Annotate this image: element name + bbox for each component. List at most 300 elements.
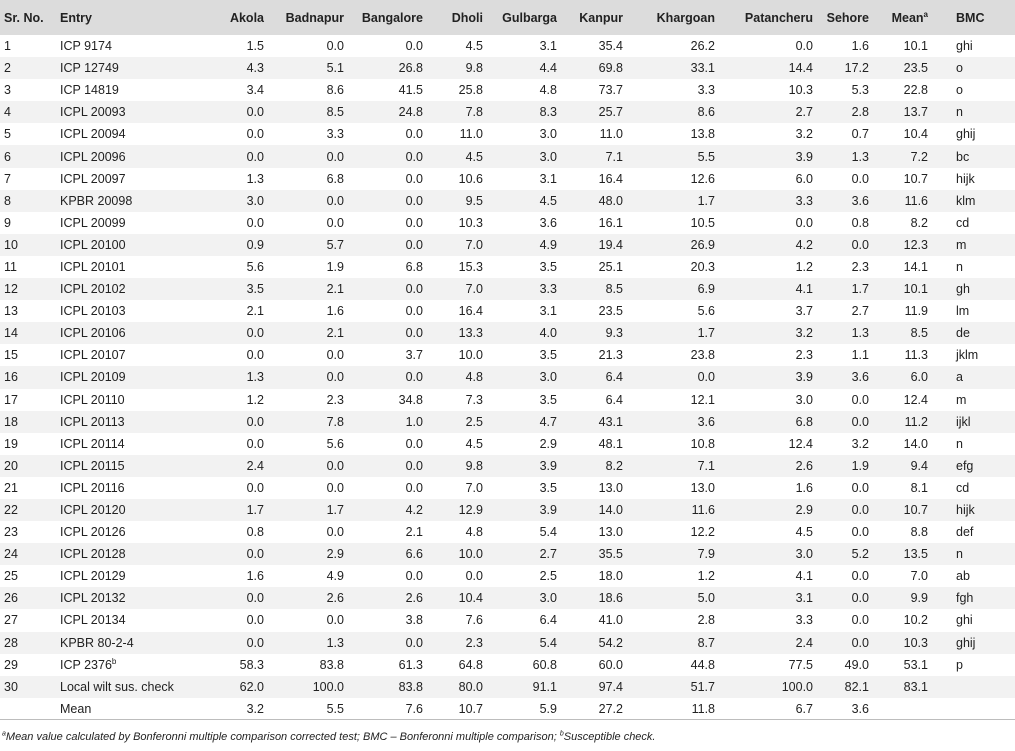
cell-badnapur: 2.3 bbox=[326, 392, 344, 407]
cell-bmc: p bbox=[956, 657, 963, 672]
cell-sr: 29 bbox=[4, 657, 18, 672]
cell-gulbarga: 3.1 bbox=[539, 171, 557, 186]
cell-sr: 18 bbox=[4, 414, 18, 429]
cell-akola: 0.0 bbox=[246, 215, 264, 230]
cell-dholi: 7.0 bbox=[465, 282, 483, 297]
cell-sehore: 5.2 bbox=[851, 547, 869, 562]
col-header-entry: Entry bbox=[60, 10, 92, 25]
cell-sr: 20 bbox=[4, 458, 18, 473]
cell-dholi: 4.8 bbox=[465, 370, 483, 385]
col-header-patancheru: Patancheru bbox=[744, 10, 813, 25]
cell-sr: 6 bbox=[4, 149, 11, 164]
cell-badnapur: 1.3 bbox=[326, 635, 344, 650]
cell-sr: 17 bbox=[4, 392, 18, 407]
cell-khargoan: 6.9 bbox=[697, 282, 715, 297]
cell-badnapur: 3.3 bbox=[326, 127, 344, 142]
cell-mean: 23.5 bbox=[903, 61, 928, 76]
cell-dholi: 2.3 bbox=[465, 635, 483, 650]
cell-patancheru: 4.1 bbox=[795, 569, 813, 584]
cell-kanpur: 21.3 bbox=[598, 348, 623, 363]
cell-bmc: bc bbox=[956, 149, 970, 164]
cell-patancheru: 2.9 bbox=[795, 503, 813, 518]
cell-mean: 7.0 bbox=[910, 569, 928, 584]
cell-akola: 0.0 bbox=[246, 613, 264, 628]
cell-sehore: 1.9 bbox=[851, 458, 869, 473]
cell-entry: ICPL 20116 bbox=[60, 480, 125, 495]
cell-khargoan: 5.5 bbox=[697, 149, 715, 164]
cell-bangalore: 0.0 bbox=[405, 370, 423, 385]
table-row bbox=[0, 256, 1015, 278]
cell-sr: 7 bbox=[4, 171, 11, 186]
cell-bmc: n bbox=[956, 105, 963, 120]
cell-dholi: 13.3 bbox=[458, 326, 483, 341]
cell-gulbarga: 3.6 bbox=[539, 215, 557, 230]
col-header-sehore: Sehore bbox=[826, 10, 869, 25]
cell-entry: ICP 14819 bbox=[60, 83, 119, 98]
cell-patancheru: 3.2 bbox=[795, 127, 813, 142]
cell-dholi: 9.8 bbox=[465, 61, 483, 76]
cell-badnapur: 0.0 bbox=[326, 525, 344, 540]
cell-patancheru: 2.7 bbox=[795, 105, 813, 120]
cell-badnapur: 0.0 bbox=[326, 193, 344, 208]
cell-entry: ICPL 20113 bbox=[60, 414, 125, 429]
cell-dholi: 9.8 bbox=[465, 458, 483, 473]
cell-kanpur: 43.1 bbox=[598, 414, 623, 429]
cell-khargoan: 2.8 bbox=[697, 613, 715, 628]
cell-bmc: gh bbox=[956, 282, 970, 297]
cell-sr: 22 bbox=[4, 503, 18, 518]
cell-bmc: hijk bbox=[956, 503, 975, 518]
cell-entry: Mean bbox=[56, 698, 206, 720]
table-row bbox=[0, 632, 1015, 654]
cell-gulbarga: 4.7 bbox=[539, 414, 557, 429]
cell-akola: 1.2 bbox=[246, 392, 264, 407]
cell-patancheru: 3.1 bbox=[795, 591, 813, 606]
col-header-dholi: Dholi bbox=[451, 10, 483, 25]
cell-gulbarga: 8.3 bbox=[539, 105, 557, 120]
cell-sr: 13 bbox=[4, 304, 18, 319]
cell-mean: 22.8 bbox=[903, 83, 928, 98]
cell-sr: 26 bbox=[4, 591, 18, 606]
table-row bbox=[0, 212, 1015, 234]
cell-gulbarga: 3.5 bbox=[539, 259, 557, 274]
cell-kanpur: 69.8 bbox=[598, 61, 623, 76]
cell-bangalore: 34.8 bbox=[398, 392, 423, 407]
cell-khargoan: 8.7 bbox=[697, 635, 715, 650]
table-row bbox=[0, 168, 1015, 190]
cell-mean: 11.6 bbox=[904, 193, 928, 208]
cell-gulbarga: 5.4 bbox=[539, 525, 557, 540]
cell-bangalore: 6.6 bbox=[405, 547, 423, 562]
cell-mean: 6.0 bbox=[910, 370, 928, 385]
cell-mean: 14.1 bbox=[903, 259, 928, 274]
cell-sehore: 0.0 bbox=[851, 635, 869, 650]
cell-bmc: ab bbox=[956, 569, 970, 584]
col-header-kanpur: Kanpur bbox=[579, 10, 623, 25]
cell-mean: 8.5 bbox=[910, 326, 928, 341]
cell-entry: KPBR 80-2-4 bbox=[60, 635, 134, 650]
cell-bmc: ghij bbox=[956, 127, 976, 142]
col-header-badnapur: Badnapur bbox=[285, 10, 344, 25]
table-row bbox=[0, 190, 1015, 212]
cell-entry: ICPL 20115 bbox=[60, 458, 125, 473]
cell-sehore: 3.6 bbox=[851, 193, 869, 208]
cell-badnapur: 0.0 bbox=[326, 149, 344, 164]
cell-sehore: 1.6 bbox=[851, 39, 869, 54]
cell-sehore: 0.0 bbox=[851, 613, 869, 628]
cell-patancheru: 12.4 bbox=[788, 436, 813, 451]
col-header-khargoan: Khargoan bbox=[656, 10, 715, 25]
cell-bangalore: 0.0 bbox=[405, 480, 423, 495]
table-row bbox=[0, 300, 1015, 322]
cell-bmc: m bbox=[956, 392, 967, 407]
cell-patancheru: 4.5 bbox=[795, 525, 813, 540]
cell-kanpur: 23.5 bbox=[598, 304, 623, 319]
cell-entry: ICPL 20134 bbox=[60, 613, 126, 628]
cell-patancheru: 3.9 bbox=[795, 149, 813, 164]
cell-patancheru: 3.3 bbox=[795, 613, 813, 628]
cell-patancheru: 100.0 bbox=[781, 679, 813, 694]
cell-gulbarga: 3.1 bbox=[539, 304, 557, 319]
cell-khargoan: 3.6 bbox=[697, 414, 715, 429]
cell-dholi: 10.0 bbox=[458, 547, 483, 562]
table-row bbox=[0, 234, 1015, 256]
cell-kanpur: 13.0 bbox=[598, 525, 623, 540]
cell-mean: 12.3 bbox=[903, 237, 928, 252]
cell-bangalore: 3.7 bbox=[405, 348, 423, 363]
cell-mean: 13.5 bbox=[903, 547, 928, 562]
cell-bmc: hijk bbox=[956, 171, 975, 186]
cell-kanpur: 18.6 bbox=[598, 591, 623, 606]
cell-akola: 1.3 bbox=[246, 370, 264, 385]
cell-mean: 8.1 bbox=[910, 480, 928, 495]
table-body bbox=[0, 35, 1015, 720]
cell-dholi: 64.8 bbox=[458, 657, 483, 672]
cell-mean: 11.3 bbox=[904, 348, 928, 363]
cell-khargoan: 11.6 bbox=[691, 503, 715, 518]
cell-gulbarga: 3.9 bbox=[539, 458, 557, 473]
cell-sr: 21 bbox=[4, 480, 18, 495]
cell-mean: 10.1 bbox=[903, 282, 928, 297]
cell-entry: ICP 9174 bbox=[60, 39, 112, 54]
cell-bmc: o bbox=[956, 83, 963, 98]
table-row bbox=[0, 654, 1015, 676]
cell-sehore: 0.0 bbox=[851, 525, 869, 540]
cell-bmc: jklm bbox=[956, 348, 979, 363]
cell-sr: 9 bbox=[4, 215, 11, 230]
cell-kanpur: 6.4 bbox=[605, 370, 623, 385]
cell-badnapur: 4.9 bbox=[326, 569, 344, 584]
cell-akola: 3.5 bbox=[246, 282, 264, 297]
cell-badnapur: 2.6 bbox=[326, 591, 344, 606]
cell-kanpur: 7.1 bbox=[605, 149, 623, 164]
cell-gulbarga: 3.0 bbox=[539, 127, 557, 142]
table-row bbox=[0, 565, 1015, 587]
cell-bangalore: 6.8 bbox=[405, 259, 423, 274]
table-row bbox=[0, 698, 1015, 720]
cell-sehore: 49.0 bbox=[844, 657, 869, 672]
cell-kanpur: 54.2 bbox=[598, 635, 623, 650]
cell-khargoan: 3.3 bbox=[697, 83, 715, 98]
cell-kanpur: 11.0 bbox=[599, 127, 623, 142]
mean-footnote-marker: a bbox=[923, 9, 928, 19]
cell-entry: ICPL 20099 bbox=[60, 215, 126, 230]
cell-bangalore: 0.0 bbox=[405, 193, 423, 208]
table-row bbox=[0, 145, 1015, 167]
cell-khargoan: 10.5 bbox=[690, 215, 715, 230]
table-row bbox=[0, 57, 1015, 79]
cell-khargoan: 1.7 bbox=[697, 326, 715, 341]
cell-akola: 0.0 bbox=[246, 635, 264, 650]
cell-entry: ICPL 20109 bbox=[60, 370, 126, 385]
cell-dholi: 10.4 bbox=[458, 591, 483, 606]
col-header-bmc: BMC bbox=[956, 10, 985, 25]
cell-khargoan: 26.2 bbox=[690, 39, 715, 54]
cell-sehore: 1.3 bbox=[851, 149, 869, 164]
cell-dholi: 0.0 bbox=[465, 569, 483, 584]
cell-mean: 10.7 bbox=[903, 503, 928, 518]
cell-kanpur: 14.0 bbox=[598, 503, 623, 518]
cell-bmc: de bbox=[956, 326, 970, 341]
cell-patancheru: 6.7 bbox=[719, 698, 817, 720]
cell-gulbarga: 2.5 bbox=[539, 569, 557, 584]
cell-kanpur: 73.7 bbox=[598, 83, 623, 98]
cell-entry: ICPL 20120 bbox=[60, 503, 126, 518]
cell-kanpur: 48.0 bbox=[598, 193, 623, 208]
cell-khargoan: 0.0 bbox=[697, 370, 715, 385]
cell-badnapur: 6.8 bbox=[326, 171, 344, 186]
cell-gulbarga: 6.4 bbox=[539, 613, 557, 628]
cell-badnapur: 1.9 bbox=[326, 259, 344, 274]
cell-akola: 2.1 bbox=[246, 304, 264, 319]
cell-sr: 10 bbox=[4, 237, 18, 252]
cell-mean: 10.7 bbox=[903, 171, 928, 186]
cell-mean: 10.4 bbox=[903, 127, 928, 142]
cell-kanpur: 48.1 bbox=[598, 436, 623, 451]
cell-sr: 15 bbox=[4, 348, 18, 363]
cell-akola: 3.4 bbox=[246, 83, 264, 98]
cell-sehore: 5.3 bbox=[851, 83, 869, 98]
cell-bmc: klm bbox=[956, 193, 976, 208]
cell-mean: 53.1 bbox=[903, 657, 928, 672]
cell-khargoan: 1.2 bbox=[697, 569, 715, 584]
cell-gulbarga: 3.9 bbox=[539, 503, 557, 518]
cell-patancheru: 14.4 bbox=[788, 61, 813, 76]
table-row bbox=[0, 35, 1015, 57]
cell-badnapur: 2.1 bbox=[326, 326, 344, 341]
cell-mean: 10.2 bbox=[903, 613, 928, 628]
cell-akola: 62.0 bbox=[239, 679, 264, 694]
cell-badnapur: 8.6 bbox=[326, 83, 344, 98]
cell-bmc: def bbox=[956, 525, 974, 540]
cell-khargoan: 12.1 bbox=[690, 392, 715, 407]
cell-khargoan: 26.9 bbox=[690, 237, 715, 252]
cell-akola: 1.5 bbox=[246, 39, 264, 54]
cell-mean: 11.9 bbox=[904, 304, 928, 319]
cell-badnapur: 2.1 bbox=[326, 282, 344, 297]
cell-sehore: 0.0 bbox=[851, 569, 869, 584]
cell-mean: 14.0 bbox=[903, 436, 928, 451]
cell-patancheru: 3.9 bbox=[795, 370, 813, 385]
cell-akola: 0.8 bbox=[246, 525, 264, 540]
cell-akola: 0.0 bbox=[246, 547, 264, 562]
col-header-mean bbox=[873, 0, 932, 35]
cell-bangalore: 0.0 bbox=[405, 282, 423, 297]
cell-bangalore: 0.0 bbox=[405, 458, 423, 473]
cell-badnapur: 1.7 bbox=[326, 503, 344, 518]
cell-mean: 13.7 bbox=[903, 105, 928, 120]
cell-bangalore: 3.8 bbox=[405, 613, 423, 628]
cell-kanpur: 6.4 bbox=[605, 392, 623, 407]
cell-badnapur: 0.0 bbox=[326, 613, 344, 628]
cell-kanpur: 16.1 bbox=[598, 215, 623, 230]
cell-khargoan: 12.2 bbox=[690, 525, 715, 540]
cell-dholi: 80.0 bbox=[458, 679, 483, 694]
cell-dholi: 9.5 bbox=[465, 193, 483, 208]
cell-badnapur: 5.6 bbox=[326, 436, 344, 451]
cell-patancheru: 4.1 bbox=[795, 282, 813, 297]
cell-khargoan: 33.1 bbox=[690, 61, 715, 76]
cell-akola: 1.7 bbox=[246, 503, 264, 518]
cell-patancheru: 1.2 bbox=[795, 259, 813, 274]
cell-bangalore: 0.0 bbox=[405, 326, 423, 341]
cell-entry: ICPL 20107 bbox=[60, 348, 126, 363]
cell-patancheru: 77.5 bbox=[788, 657, 813, 672]
cell-bmc: a bbox=[956, 370, 963, 385]
cell-dholi: 25.8 bbox=[458, 83, 483, 98]
cell-patancheru: 6.0 bbox=[795, 171, 813, 186]
cell-bangalore: 0.0 bbox=[405, 149, 423, 164]
cell-bangalore: 0.0 bbox=[405, 436, 423, 451]
cell-sr: 24 bbox=[4, 547, 18, 562]
table-footnotes bbox=[2, 731, 655, 743]
cell-dholi: 2.5 bbox=[465, 414, 483, 429]
cell-sr: 14 bbox=[4, 326, 18, 341]
cell-akola: 1.3 bbox=[246, 171, 264, 186]
cell-sr: 19 bbox=[4, 436, 18, 451]
cell-entry: ICPL 20126 bbox=[60, 525, 126, 540]
cell-bangalore: 1.0 bbox=[405, 414, 423, 429]
cell-kanpur: 35.5 bbox=[598, 547, 623, 562]
cell-patancheru: 2.3 bbox=[795, 348, 813, 363]
cell-gulbarga: 3.0 bbox=[539, 370, 557, 385]
cell-akola: 3.2 bbox=[206, 698, 268, 720]
cell-mean: 9.4 bbox=[910, 458, 928, 473]
cell-akola: 0.0 bbox=[246, 414, 264, 429]
cell-kanpur: 41.0 bbox=[598, 613, 623, 628]
cell-entry: ICPL 20110 bbox=[60, 392, 125, 407]
table-row bbox=[0, 389, 1015, 411]
cell-bmc: n bbox=[956, 547, 963, 562]
cell-sr: 25 bbox=[4, 569, 18, 584]
cell-sr: 8 bbox=[4, 193, 11, 208]
header-row bbox=[0, 0, 1015, 35]
cell-khargoan: 51.7 bbox=[690, 679, 715, 694]
cell-akola: 0.0 bbox=[246, 105, 264, 120]
cell-gulbarga: 4.9 bbox=[539, 237, 557, 252]
cell-sehore: 17.2 bbox=[844, 61, 869, 76]
cell-bangalore: 83.8 bbox=[398, 679, 423, 694]
cell-badnapur: 0.0 bbox=[326, 215, 344, 230]
cell-kanpur: 9.3 bbox=[605, 326, 623, 341]
cell-entry: ICPL 20128 bbox=[60, 547, 126, 562]
cell-patancheru: 10.3 bbox=[788, 83, 813, 98]
cell-kanpur: 97.4 bbox=[598, 679, 623, 694]
cell-khargoan: 7.9 bbox=[697, 547, 715, 562]
cell-bmc bbox=[932, 698, 1015, 720]
cell-patancheru: 1.6 bbox=[795, 480, 813, 495]
cell-dholi: 10.7 bbox=[427, 698, 487, 720]
cell-bangalore: 0.0 bbox=[405, 127, 423, 142]
cell-dholi: 4.8 bbox=[465, 525, 483, 540]
cell-khargoan: 13.8 bbox=[690, 127, 715, 142]
cell-dholi: 7.0 bbox=[465, 237, 483, 252]
cell-gulbarga: 60.8 bbox=[532, 657, 557, 672]
cell-gulbarga: 3.5 bbox=[539, 480, 557, 495]
cell-bangalore: 0.0 bbox=[405, 635, 423, 650]
cell-sehore: 2.3 bbox=[851, 259, 869, 274]
cell-patancheru: 6.8 bbox=[795, 414, 813, 429]
cell-patancheru: 3.7 bbox=[795, 304, 813, 319]
cell-bangalore: 24.8 bbox=[398, 105, 423, 120]
cell-sr: 2 bbox=[4, 61, 11, 76]
cell-patancheru: 2.4 bbox=[795, 635, 813, 650]
cell-badnapur: 5.5 bbox=[268, 698, 348, 720]
cell-khargoan: 10.8 bbox=[690, 436, 715, 451]
cell-gulbarga: 91.1 bbox=[532, 679, 557, 694]
cell-sehore: 1.7 bbox=[851, 282, 869, 297]
cell-sehore: 0.0 bbox=[851, 237, 869, 252]
cell-entry: ICPL 20093 bbox=[60, 105, 126, 120]
cell-kanpur: 27.2 bbox=[561, 698, 627, 720]
cell-badnapur: 0.0 bbox=[326, 348, 344, 363]
table-row bbox=[0, 101, 1015, 123]
cell-dholi: 11.0 bbox=[459, 127, 483, 142]
cell-khargoan: 13.0 bbox=[690, 480, 715, 495]
cell-akola: 0.9 bbox=[246, 237, 264, 252]
cell-mean: 11.2 bbox=[904, 414, 928, 429]
cell-patancheru: 0.0 bbox=[795, 215, 813, 230]
cell-kanpur: 25.1 bbox=[598, 259, 623, 274]
cell-khargoan: 1.7 bbox=[697, 193, 715, 208]
cell-bangalore: 7.6 bbox=[348, 698, 427, 720]
cell-bangalore: 0.0 bbox=[405, 569, 423, 584]
cell-entry: ICPL 20129 bbox=[60, 569, 126, 584]
cell-mean: 7.2 bbox=[910, 149, 928, 164]
cell-sehore: 1.1 bbox=[851, 348, 869, 363]
cell-akola: 2.4 bbox=[246, 458, 264, 473]
table-row bbox=[0, 344, 1015, 366]
cell-gulbarga: 2.7 bbox=[539, 547, 557, 562]
footnote-a-text: Mean value calculated by Bonferonni multiple comparison corrected test; BMC – Bonferonni multiple comparison; bbox=[5, 731, 560, 743]
cell-bangalore: 41.5 bbox=[398, 83, 423, 98]
cell-sehore: 1.3 bbox=[851, 326, 869, 341]
cell-gulbarga: 4.4 bbox=[539, 61, 557, 76]
cell-gulbarga: 3.3 bbox=[539, 282, 557, 297]
cell-gulbarga: 5.4 bbox=[539, 635, 557, 650]
cell-sr: 30 bbox=[4, 679, 18, 694]
col-header-bangalore: Bangalore bbox=[361, 10, 423, 25]
cell-badnapur: 1.6 bbox=[326, 304, 344, 319]
mean-label: Mean bbox=[891, 10, 924, 25]
col-header-sr-no: Sr. No. bbox=[4, 10, 44, 25]
cell-mean: 10.1 bbox=[903, 39, 928, 54]
cell-gulbarga: 5.9 bbox=[487, 698, 561, 720]
susceptible-footnote-marker: b bbox=[111, 656, 117, 666]
cell-mean: 83.1 bbox=[903, 679, 928, 694]
cell-badnapur: 7.8 bbox=[326, 414, 344, 429]
cell-sr: 27 bbox=[4, 613, 18, 628]
